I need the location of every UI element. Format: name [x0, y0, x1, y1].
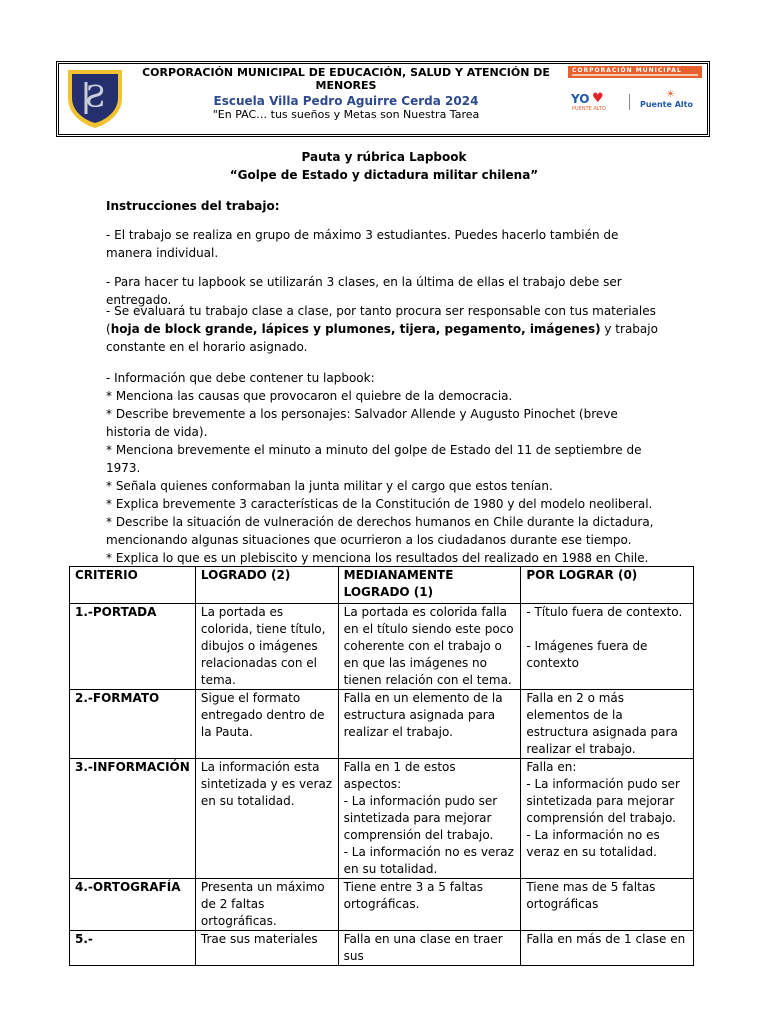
criterion-cell: 3.-INFORMACIÓN: [70, 759, 196, 879]
criterion-cell: 5.-: [70, 931, 196, 966]
list-item: * Explica brevemente 3 características de la Constitución de 1980 y del modelo neoliberal.: [106, 497, 653, 511]
table-cell: Falla en más de 1 clase en: [521, 931, 694, 966]
corporation-logo: CORPORACIÓN MUNICIPAL YO ♥ PUENTE ALTO ☀ Puente Alto: [568, 66, 704, 114]
table-cell: Trae sus materiales: [195, 931, 338, 966]
table-header: CRITERIO: [70, 567, 196, 604]
svg-text:Ƨ: Ƨ: [84, 80, 106, 115]
table-header: MEDIANAMENTE LOGRADO (1): [338, 567, 521, 604]
list-item: * Menciona las causas que provocaron el quiebre de la democracia.: [106, 389, 513, 403]
table-header: POR LOGRAR (0): [521, 567, 694, 604]
criterion-cell: 4.-ORTOGRAFÍA: [70, 879, 196, 931]
instructions-heading: Instrucciones del trabajo:: [106, 199, 280, 213]
instruction-paragraph: - Para hacer tu lapbook se utilizarán 3 clases, en la última de ellas el trabajo debe ser entregado.: [106, 275, 622, 307]
criterion-cell: 2.-FORMATO: [70, 690, 196, 759]
list-item: * Señala quienes conformaban la junta militar y el cargo que estos tenían.: [106, 479, 553, 493]
content-list: [106, 369, 666, 567]
sun-icon: ☀: [666, 89, 675, 100]
school-motto: "En PAC… tus sueños y Metas son Nuestra Tarea: [212, 108, 480, 121]
table-cell: Falla en: - La información pudo ser sintetizada para mejorar comprensión del trabajo. - La información no es veraz en su totalidad.: [521, 759, 694, 879]
rubric-table: [69, 566, 694, 966]
table-cell: Falla en 1 de estos aspectos: - La información pudo ser sintetizada para mejorar comprensión del trabajo. - La información no es veraz en su totalidad.: [338, 759, 521, 879]
school-name: Escuela Villa Pedro Aguirre Cerda 2024: [213, 94, 479, 108]
instruction-paragraph: - Se evaluará tu trabajo clase a clase, por tanto procura ser responsable con tus materiales (hoja de block grande, lápices y plumones, tijera, pegamento, imágenes) y trabajo constante en el horario asignado.: [106, 304, 658, 354]
table-cell: Falla en un elemento de la estructura asignada para realizar el trabajo.: [338, 690, 521, 759]
corporation-title: CORPORACIÓN MUNICIPAL DE EDUCACIÓN, SALUD Y ATENCIÓN DE MENORES: [142, 66, 550, 92]
table-cell: Falla en una clase en traer sus: [338, 931, 521, 966]
list-item: * Explica lo que es un plebiscito y menciona los resultados del realizado en 1988 en Chile.: [106, 551, 649, 565]
table-cell: Sigue el formato entregado dentro de la Pauta.: [195, 690, 338, 759]
table-row: [70, 931, 694, 966]
table-cell: Presenta un máximo de 2 faltas ortográficas.: [195, 879, 338, 931]
list-item: * Menciona brevemente el minuto a minuto del golpe de Estado del 11 de septiembre de 1973.: [106, 443, 642, 475]
criterion-cell: 1.-PORTADA: [70, 604, 196, 690]
table-row: [70, 879, 694, 931]
heart-icon: ♥: [592, 91, 604, 106]
table-cell: Tiene mas de 5 faltas ortográficas: [521, 879, 694, 931]
school-shield-logo: [62, 64, 128, 130]
table-cell: La portada es colorida, tiene título, dibujos o imágenes relacionadas con el tema.: [195, 604, 338, 690]
table-cell: La información esta sintetizada y es veraz en su totalidad.: [195, 759, 338, 879]
instruction-paragraph: - El trabajo se realiza en grupo de máximo 3 estudiantes. Puedes hacerlo también de manera individual.: [106, 228, 619, 260]
table-cell: - Título fuera de contexto. - Imágenes fuera de contexto: [521, 604, 694, 690]
table-row: [70, 690, 694, 759]
list-item: * Describe brevemente a los personajes: Salvador Allende y Augusto Pinochet (breve historia de vida).: [106, 407, 618, 439]
document-title: Pauta y rúbrica Lapbook: [301, 150, 467, 164]
table-cell: Falla en 2 o más elementos de la estructura asignada para realizar el trabajo.: [521, 690, 694, 759]
table-cell: La portada es colorida falla en el título siendo este poco coherente con el trabajo o en que las imágenes no tienen relación con el tema.: [338, 604, 521, 690]
table-header: LOGRADO (2): [195, 567, 338, 604]
document-subtitle: “Golpe de Estado y dictadura militar chilena”: [229, 168, 539, 182]
table-cell: Tiene entre 3 a 5 faltas ortográficas.: [338, 879, 521, 931]
list-item: * Describe la situación de vulneración de derechos humanos en Chile durante la dictadura, mencionando algunas situaciones que ocurrieron a los ciudadanos durante ese tiempo.: [106, 515, 654, 547]
table-row: [70, 759, 694, 879]
table-header-row: [70, 567, 694, 604]
table-row: [70, 604, 694, 690]
list-item: - Información que debe contener tu lapbook:: [106, 371, 375, 385]
